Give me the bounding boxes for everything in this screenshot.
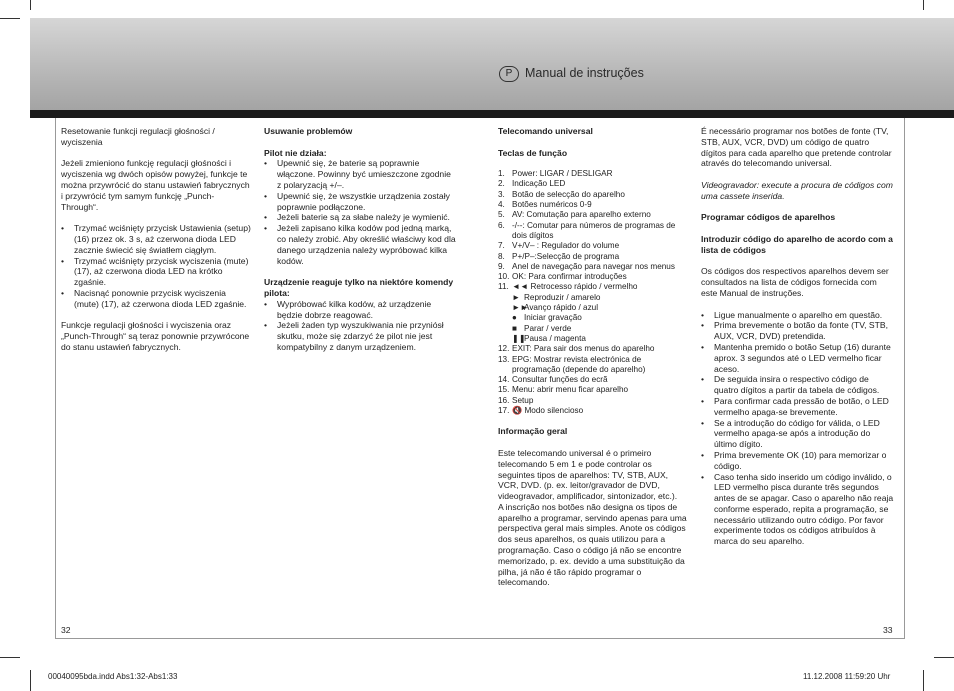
reset-conclusion: Funkcje regulacji głośności i wyciszenia oraz „Punch-Through“ są teraz ponownie przywrócone do stanu ustawień fabrycznych.	[61, 320, 250, 352]
vcr-note: Videogravador: execute a procura de códigos com uma cassete inserida.	[701, 179, 893, 201]
list-item: 5. AV: Comutação para aparelho externo	[498, 210, 651, 220]
list-item: • Trzymać wciśnięty przycisk Ustawienia (setup) (16) przez ok. 3 s, aż czerwona dioda LED zacznie świecić się światłem ciągłym.	[61, 223, 251, 255]
list-item: • Jeżeli baterie są za słabe należy je wymienić.	[264, 212, 456, 223]
footer-file-info: 00040095bda.indd Abs1:32-Abs1:33	[48, 672, 178, 681]
remote-not-working-list	[264, 158, 456, 266]
list-item: • Upewnić się, że baterie są poprawnie włączone. Powinny być umieszczone zgodnie z polaryzacją +/–.	[264, 158, 456, 190]
page-border-left	[55, 118, 56, 639]
general-info-heading: Informação geral	[498, 426, 568, 437]
partial-response-heading: Urządzenie reaguje tylko na niektóre komendy pilota:	[264, 277, 454, 298]
page-border-right	[904, 118, 905, 639]
reset-heading: Resetowanie funkcji regulacji głośności / wyciszenia	[61, 126, 215, 147]
manual-title: Manual de instruções	[525, 66, 644, 80]
list-item: ■ Parar / verde	[512, 323, 572, 333]
crop-mark	[934, 657, 954, 658]
crop-mark	[0, 657, 20, 658]
list-item: 8. P+/P–:Selecção de programa	[498, 251, 620, 261]
list-item: • Nacisnąć ponownie przycisk wyciszenia (mute) (17), aż czerwona dioda LED zgaśnie.	[61, 288, 251, 310]
list-item: 11. ◄◄ Retrocesso rápido / vermelho	[498, 282, 638, 292]
crop-mark	[923, 670, 924, 691]
function-keys-list	[498, 169, 690, 416]
crop-mark	[30, 0, 31, 10]
list-item: 9. Anel de navegação para navegar nos menus	[498, 261, 675, 271]
column-reset	[61, 126, 251, 364]
list-item: ● Iniciar gravação	[512, 313, 582, 323]
list-item: • De seguida insira o respectivo código de quatro dígitos a partir da tabela de códigos.	[701, 374, 895, 396]
crop-mark	[923, 0, 924, 10]
list-item: 7. V+/V– : Regulador do volume	[498, 241, 620, 251]
column-troubleshooting	[264, 126, 456, 364]
column-universal-remote	[498, 126, 690, 599]
list-item: • Upewnić się, że wszystkie urządzenia zostały poprawnie podłączone.	[264, 191, 456, 213]
list-item: 14. Consultar funções do ecrã	[498, 375, 608, 385]
header-divider	[30, 110, 954, 118]
reset-steps	[61, 223, 251, 309]
programming-intro: É necessário programar nos botões de fonte (TV, STB, AUX, VCR, DVD) um código de quatro dígitos para cada aparelho que pretende controlar através do telecomando universal.	[701, 126, 892, 169]
page-number-left: 32	[61, 625, 71, 635]
crop-mark	[30, 670, 31, 691]
program-codes-heading: Programar códigos de aparelhos	[701, 212, 836, 223]
list-item: 17. 🔇 Modo silencioso	[498, 406, 584, 416]
enter-code-heading: Introduzir código do aparelho de acordo com a lista de códigos	[701, 233, 893, 255]
list-item: • Caso tenha sido inserido um código inválido, o LED vermelho pisca durante três segundos antes de se apagar. Caso o aparelho não reaja conforme esperado, repita a programação, se necessário utilizando outro código. Por favor experimente todos os códigos atribuídos à marca do seu aparelho.	[701, 472, 895, 548]
programming-steps	[701, 310, 895, 548]
list-item: • Jeżeli zapisano kilka kodów pod jedną marką, co należy zrobić. Aby określić właściwy kod dla danego urządzenia należy wypróbować kilka kodów.	[264, 223, 456, 266]
list-item: 6. -/--: Comutar para números de programas de dois dígitos	[498, 220, 676, 240]
list-item: 10. OK: Para confirmar introduções	[498, 272, 627, 282]
list-item: 4. Botões numéricos 0-9	[498, 200, 592, 210]
list-item: • Prima brevemente o botão da fonte (TV, STB, AUX, VCR, DVD) pretendida.	[701, 320, 895, 342]
play-icon: ►	[512, 292, 521, 302]
list-item: 1. Power: LIGAR / DESLIGAR	[498, 169, 613, 179]
list-item: • Ligue manualmente o aparelho em questão.	[701, 310, 895, 321]
partial-response-list	[264, 299, 456, 353]
fast-forward-icon: ►►	[512, 303, 529, 313]
list-item: • Trzymać wciśnięty przycisk wyciszenia (mute) (17), aż czerwona dioda LED na krótko zgaśnie.	[61, 256, 251, 288]
list-item: • Wypróbować kilka kodów, aż urządzenie będzie dobrze reagować.	[264, 299, 456, 321]
record-icon: ●	[512, 313, 517, 323]
list-item: • Jeżeli żaden typ wyszukiwania nie przyniósł skutku, może się zdarzyć że pilot nie jest kompatybilny z danym urządzeniem.	[264, 320, 456, 352]
header-band	[30, 18, 954, 110]
remote-not-working-heading: Pilot nie działa:	[264, 147, 327, 158]
list-item: • Se a introdução do código for válida, o LED vermelho apaga-se após a introdução do último dígito.	[701, 418, 895, 450]
universal-remote-heading: Telecomando universal	[498, 126, 593, 136]
list-item: ►►Avanço rápido / azul	[512, 303, 599, 313]
list-item: 12. EXIT: Para sair dos menus do aparelho	[498, 344, 655, 354]
list-item: 16. Setup	[498, 395, 534, 405]
language-badge: P	[499, 66, 519, 82]
list-item: 15. Menu: abrir menu ficar aparelho	[498, 385, 629, 395]
footer-timestamp: 11.12.2008 11:59:20 Uhr	[803, 672, 891, 681]
general-info-text: Este telecomando universal é o primeiro telecomando 5 em 1 e pode controlar os seguintes tipos de aparelhos: TV, STB, AUX, VCR, DVD. (p. ex. leitor/gravador de DVD, videogravador, amplificador, sintonizador, etc.).	[498, 447, 678, 502]
page-number-right: 33	[883, 625, 893, 635]
list-item: 3. Botão de selecção do aparelho	[498, 189, 625, 199]
list-item: • Mantenha premido o botão Setup (16) durante aprox. 3 segundos até o LED vermelho ficar aceso.	[701, 342, 895, 374]
code-list-note: Os códigos dos respectivos aparelhos devem ser consultados na lista de códigos fornecida com este Manual de instruções.	[701, 266, 889, 298]
troubleshooting-heading: Usuwanie problemów	[264, 126, 353, 136]
pause-icon: ❚❚	[512, 333, 526, 343]
reset-intro: Jeżeli zmieniono funkcję regulacji głośności i wyciszenia wg dwóch opisów powyżej, funkcje te można przywrócić do stanu ustawień fabrycznych i przywrócić tym samym funkcję „Punch-Through“.	[61, 158, 250, 212]
labels-note-text: A inscrição nos botões não designa os tipos de aparelho a programar, servindo apenas para uma perspectiva geral mais simples. Anote os códigos dos seus aparelhos, os quais utilizou para a programação. Caso o código já não se encontre memorizado, p. ex. devido a uma substituição da pilha, já não é tão rápido programar o telecomando.	[498, 501, 687, 588]
list-item: • Prima brevemente OK (10) para memorizar o código.	[701, 450, 895, 472]
function-keys-heading: Teclas de função	[498, 147, 568, 158]
list-item: • Para confirmar cada pressão de botão, o LED vermelho apaga-se brevemente.	[701, 396, 895, 418]
list-item: 2. Indicação LED	[498, 179, 566, 189]
crop-mark	[0, 18, 20, 19]
list-item: ❚❚Pausa / magenta	[512, 333, 586, 343]
stop-icon: ■	[512, 323, 517, 333]
column-programming	[701, 126, 895, 558]
list-item: 13. EPG: Mostrar revista electrónica de programação (depende do aparelho)	[498, 354, 646, 374]
page-border-bottom	[55, 638, 905, 639]
list-item: ► Reproduzir / amarelo	[512, 292, 601, 302]
